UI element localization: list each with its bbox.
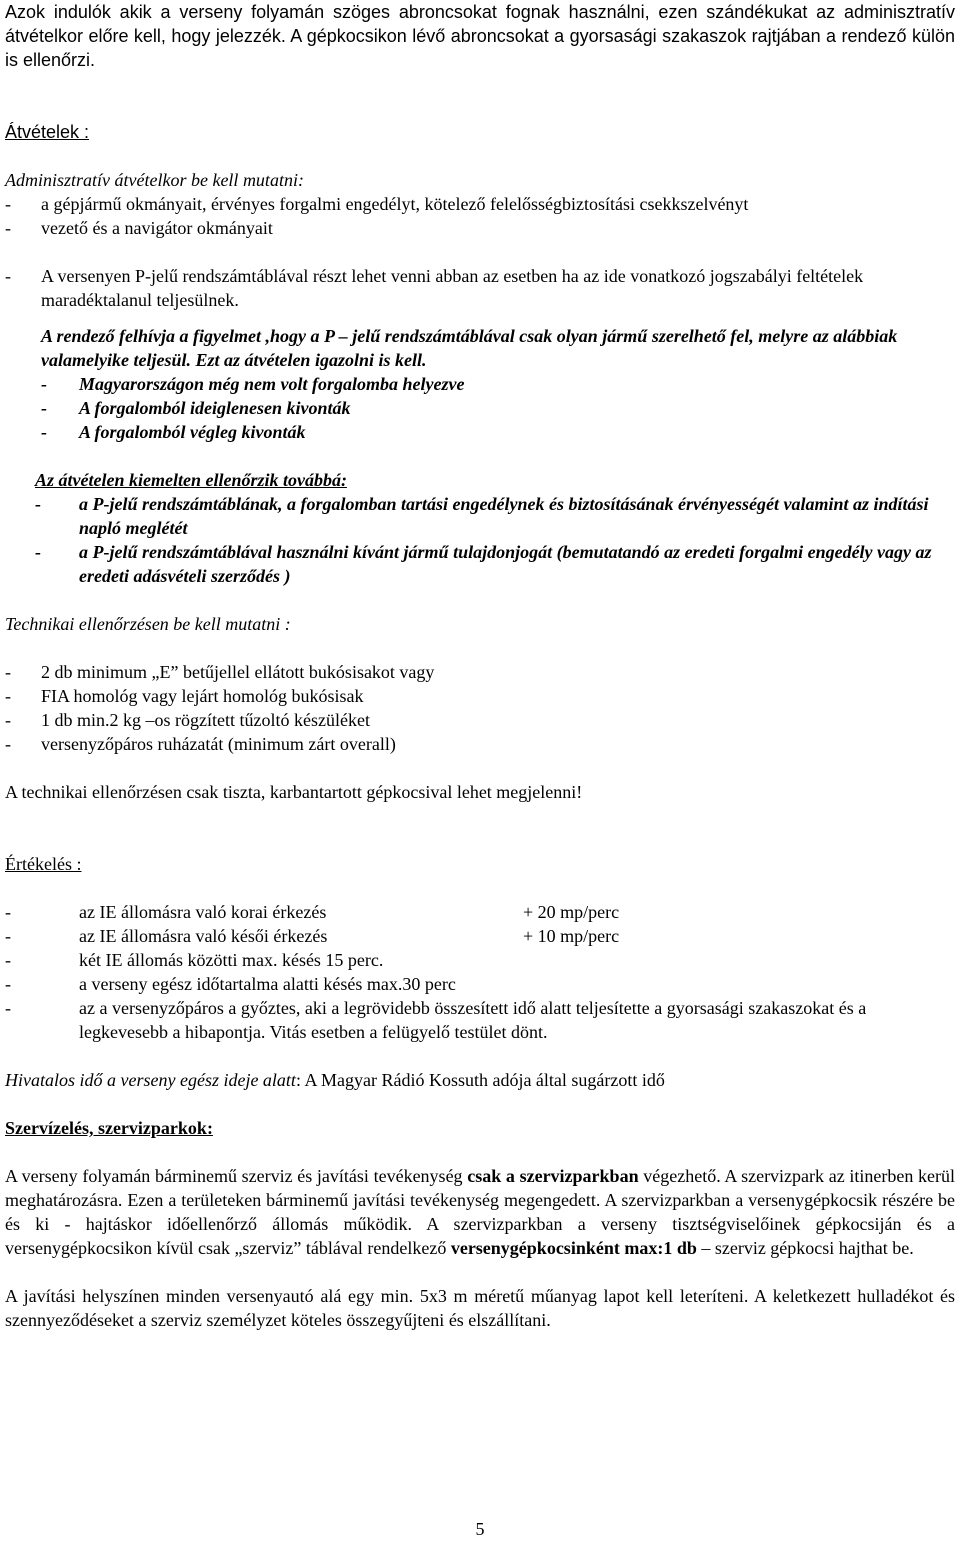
notice-item: - A forgalomból ideiglenesen kivonták (41, 398, 351, 418)
tech-note: A technikai ellenőrzésen csak tiszta, karbantartott gépkocsival lehet megjelenni! (5, 782, 583, 802)
notice-paragraph: A rendező felhívja a figyelmet ,hogy a P – jelű rendszámtáblával csak olyan jármű szerelhető fel, melyre az alábbiak valamelyike teljesül. Ezt az átvételen igazolni is kell. (41, 326, 898, 370)
intro-paragraph: Azok indulók akik a verseny folyamán szöges abroncsokat fognak használni, ezen szándékukat az adminisztratív átvételkor előre kell, hogy jelezzék. A gépkocsikon lévő abroncsokat a gyorsasági szakaszok rajtjában a rendező külön is ellenőrzi. (5, 2, 955, 70)
score-item: - két IE állomás közötti max. késés 15 perc. (5, 950, 384, 970)
admin-item: - a gépjármű okmányait, érvényes forgalmi engedélyt, kötelező felelősségbiztosítási csekkszelvényt (5, 194, 749, 214)
notice-item: - A forgalomból végleg kivonták (41, 422, 306, 442)
tech-intro: Technikai ellenőrzésen be kell mutatni : (5, 614, 291, 634)
tech-item: - 1 db min.2 kg –os rögzített tűzoltó készüléket (5, 710, 370, 730)
score-item: - az IE állomásra való késői érkezés + 10 mp/perc (5, 926, 620, 946)
page-number: 5 (475, 1519, 485, 1539)
notice-item: - Magyarországon még nem volt forgalomba helyezve (41, 374, 465, 394)
admin-intro: Adminisztratív átvételkor be kell mutatni: (5, 170, 304, 190)
score-item: - az a versenyzőpáros a győztes, aki a legrövidebb összesített idő alatt teljesítette a gyorsasági szakaszokat és a legkevesebb a hibapontja. Vitás esetben a felügyelő testület dönt. (5, 998, 867, 1042)
tech-item: - FIA homológ vagy lejárt homológ bukósisak (5, 686, 364, 706)
document-page (5, 0, 955, 1332)
official-time: Hivatalos idő a verseny egész ideje alatt: A Magyar Rádió Kossuth adója által sugárzott idő (5, 1070, 665, 1090)
check-item: - a P-jelű rendszámtáblának, a forgalomban tartási engedélynek és biztosításának érvényességét valamint az indítási napló meglétét (35, 494, 929, 538)
service-paragraph-2: A javítási helyszínen minden versenyautó alá egy min. 5x3 m méretű műanyag lapot kell leteríteni. A keletkezett hulladékot és szennyeződéseket a szerviz személyzet köteles összegyűjteni és elszállítani. (5, 1286, 955, 1330)
heading-ertekeles: Értékelés : (5, 854, 82, 874)
check-item: - a P-jelű rendszámtáblával használni kívánt jármű tulajdonjogát (bemutatandó az eredeti forgalmi engedély vagy az eredeti adásvételi szerződés ) (35, 542, 932, 586)
p-plate-item: - A versenyen P-jelű rendszámtáblával részt lehet venni abban az esetben ha az ide vonatkozó jogszabályi feltételek maradéktalanul teljesülnek. (5, 266, 864, 310)
tech-item: - versenyzőpáros ruházatát (minimum zárt overall) (5, 734, 396, 754)
score-item: - a verseny egész időtartalma alatti késés max.30 perc (5, 974, 456, 994)
heading-szerviz: Szervízelés, szervizparkok: (5, 1118, 213, 1138)
score-item: - az IE állomásra való korai érkezés + 20 mp/perc (5, 902, 620, 922)
check-intro: Az átvételen kiemelten ellenőrzik továbbá: (35, 470, 347, 490)
tech-item: - 2 db minimum „E” betűjellel ellátott bukósisakot vagy (5, 662, 435, 682)
admin-item: - vezető és a navigátor okmányait (5, 218, 273, 238)
service-paragraph-1: A verseny folyamán bárminemű szerviz és javítási tevékenység csak a szervizparkban végezhető. A szervizpark az itinerben kerül meghatározásra. Ezen a területeken bárminemű javítási tevékenység megengedett. A szervizparkban a versenygépkocsik részére be és ki - hajtáskor időellenőrző állomás működik. A szervizparkban a verseny tisztségviselőinek gépkocsiján és a versenygépkocsikon kívül csak „szerviz” táblával rendelkező versenygépkocsinként max:1 db – szerviz gépkocsi hajthat be. (5, 1166, 955, 1258)
heading-atvetelek: Átvételek : (5, 122, 90, 142)
